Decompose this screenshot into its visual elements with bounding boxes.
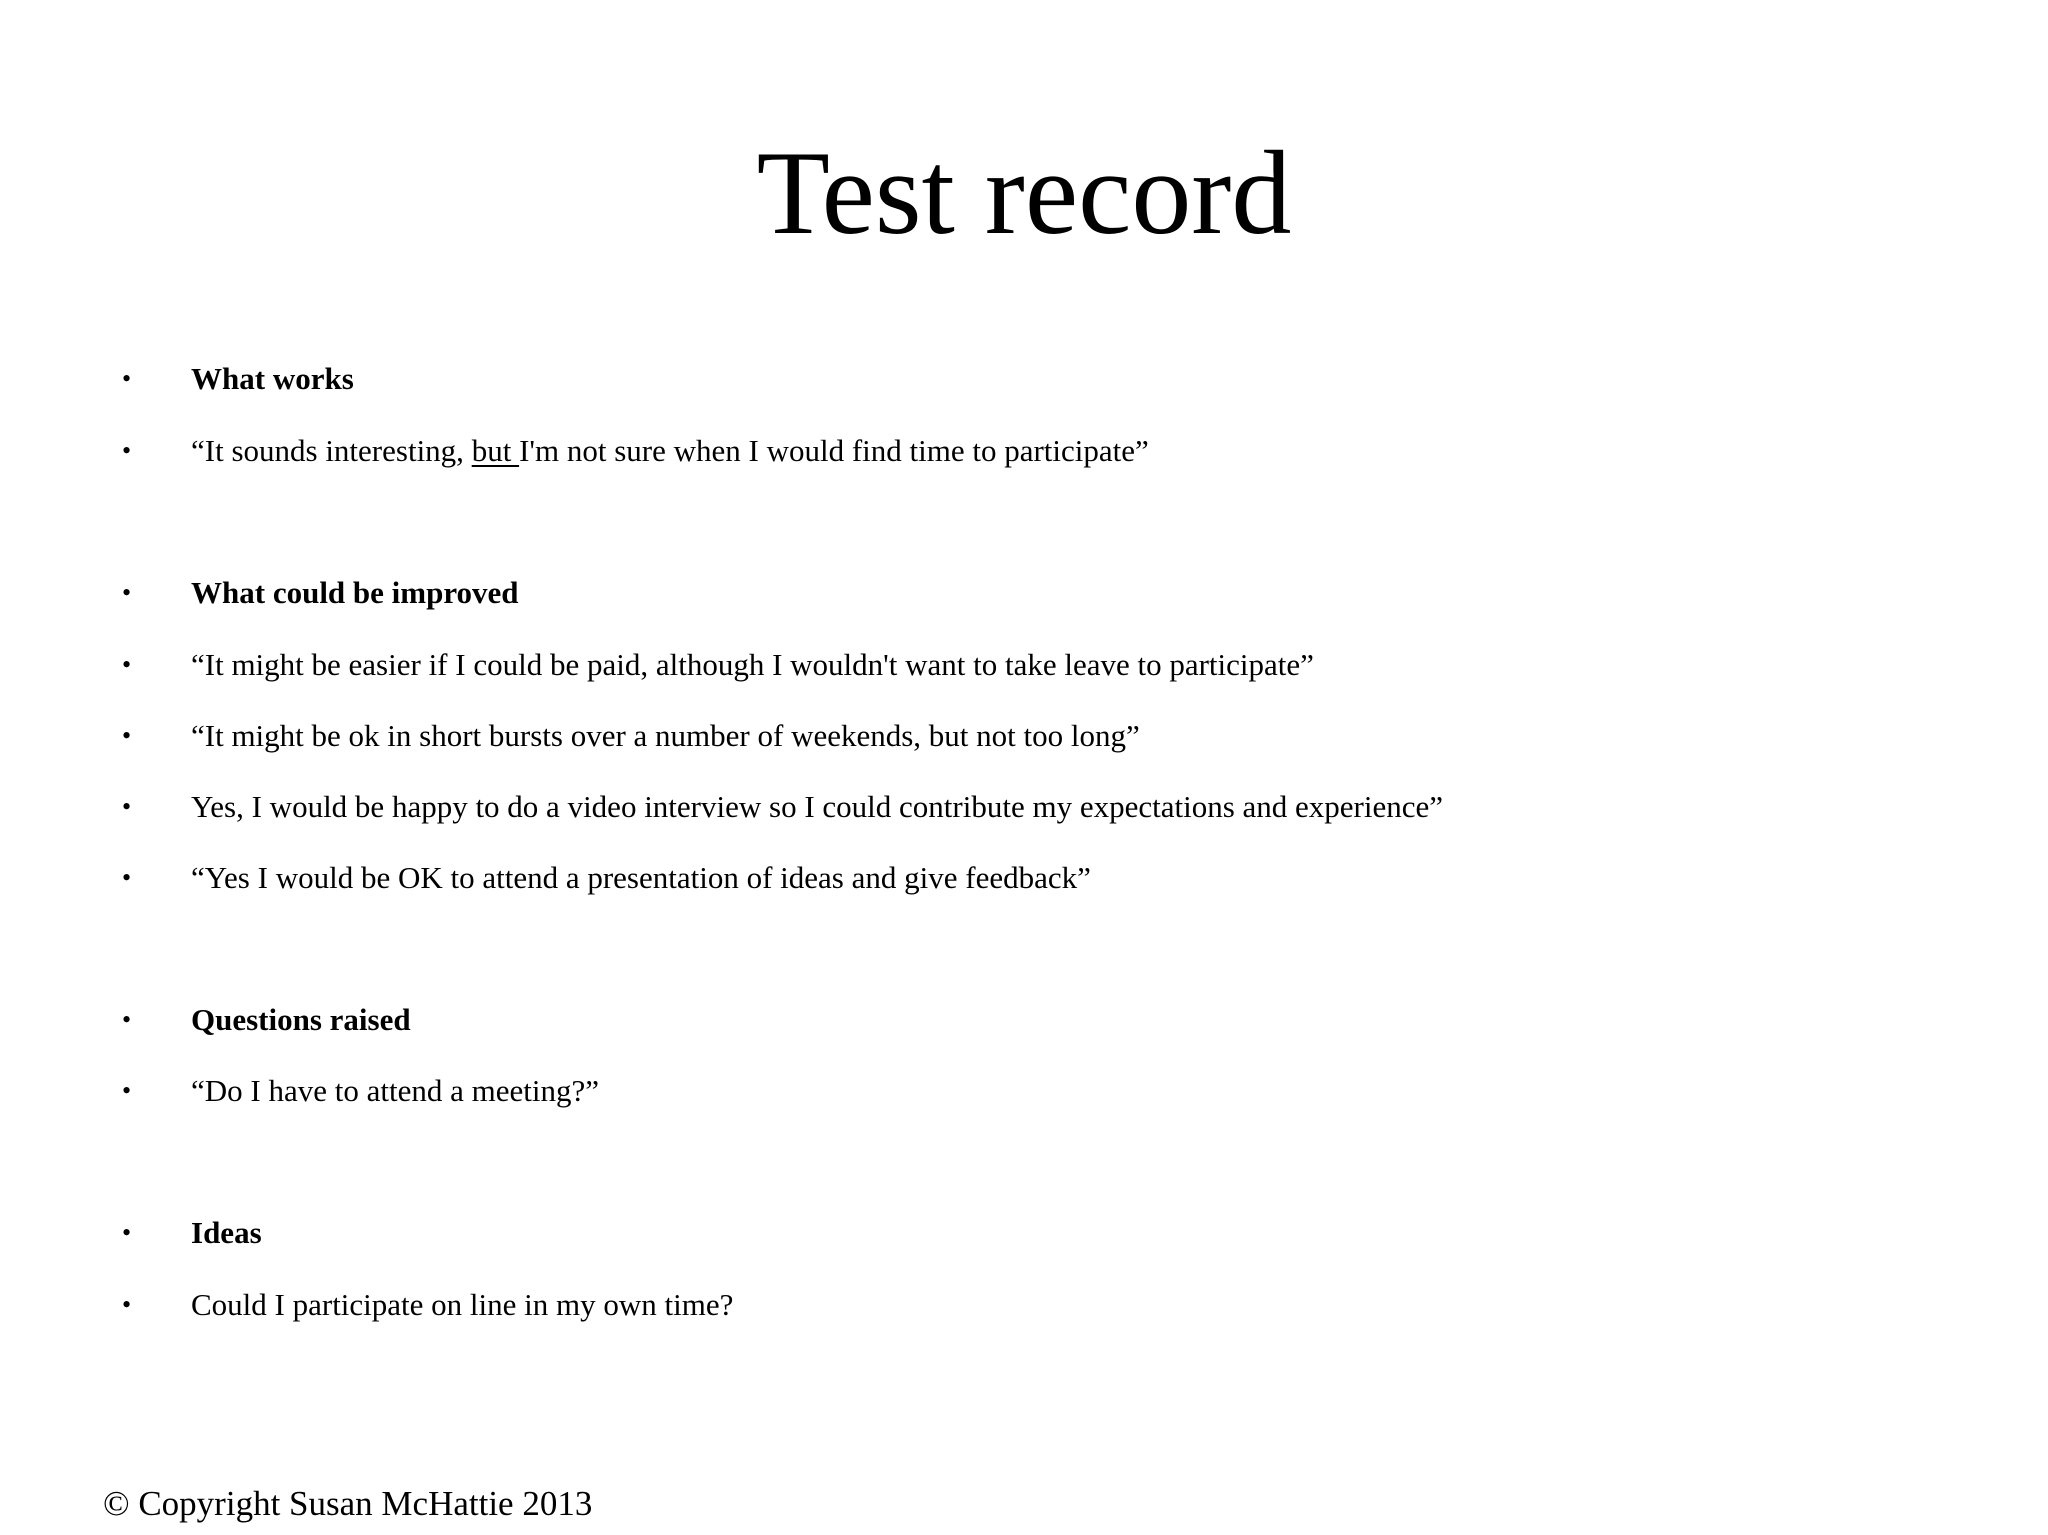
quote-text — [191, 427, 1149, 475]
section-heading-ideas — [0, 1209, 2048, 1257]
list-item-improved-2 — [0, 712, 2048, 760]
heading-text: What works — [191, 361, 354, 396]
quote-text: “It might be easier if I could be paid, although I wouldn't want to take leave to participate” — [191, 647, 1314, 682]
bullet-icon: • — [122, 1005, 132, 1034]
list-item-works-quote — [0, 427, 2048, 475]
quote-text: Yes, I would be happy to do a video interview so I could contribute my expectations and experience” — [191, 789, 1444, 824]
bullet-icon: • — [122, 1290, 132, 1319]
bullet-icon: • — [122, 578, 132, 607]
quote-text: “Yes I would be OK to attend a presentation of ideas and give feedback” — [191, 860, 1091, 895]
quote-text: “Do I have to attend a meeting?” — [191, 1073, 599, 1108]
bullet-icon: • — [122, 792, 132, 821]
slide-title: Test record — [756, 126, 1292, 259]
section-heading-what-works — [0, 355, 2048, 403]
quote-text: Could I participate on line in my own time? — [191, 1287, 734, 1322]
list-item-improved-4 — [0, 854, 2048, 902]
bullet-icon: • — [122, 863, 132, 892]
heading-text: Questions raised — [191, 1002, 411, 1037]
bullet-icon: • — [122, 1076, 132, 1105]
underlined-word: but — [471, 433, 520, 468]
bullet-icon: • — [122, 436, 132, 465]
list-item-improved-1 — [0, 641, 2048, 689]
list-item-questions-1 — [0, 1067, 2048, 1115]
heading-text: What could be improved — [191, 575, 519, 610]
list-item-improved-3 — [0, 783, 2048, 831]
section-heading-questions-raised — [0, 996, 2048, 1044]
quote-text-start: “It sounds interesting, — [191, 433, 472, 468]
copyright-footer: © Copyright Susan McHattie 2013 — [103, 1484, 593, 1523]
quote-text-end: I'm not sure when I would find time to participate” — [519, 433, 1149, 468]
section-heading-what-could-be-improved — [0, 569, 2048, 617]
bullet-icon: • — [122, 1218, 132, 1247]
bullet-icon: • — [122, 650, 132, 679]
bullet-icon: • — [122, 721, 132, 750]
bullet-icon: • — [122, 364, 132, 393]
list-item-ideas-1 — [0, 1281, 2048, 1329]
heading-text: Ideas — [191, 1215, 262, 1250]
quote-text: “It might be ok in short bursts over a number of weekends, but not too long” — [191, 718, 1140, 753]
